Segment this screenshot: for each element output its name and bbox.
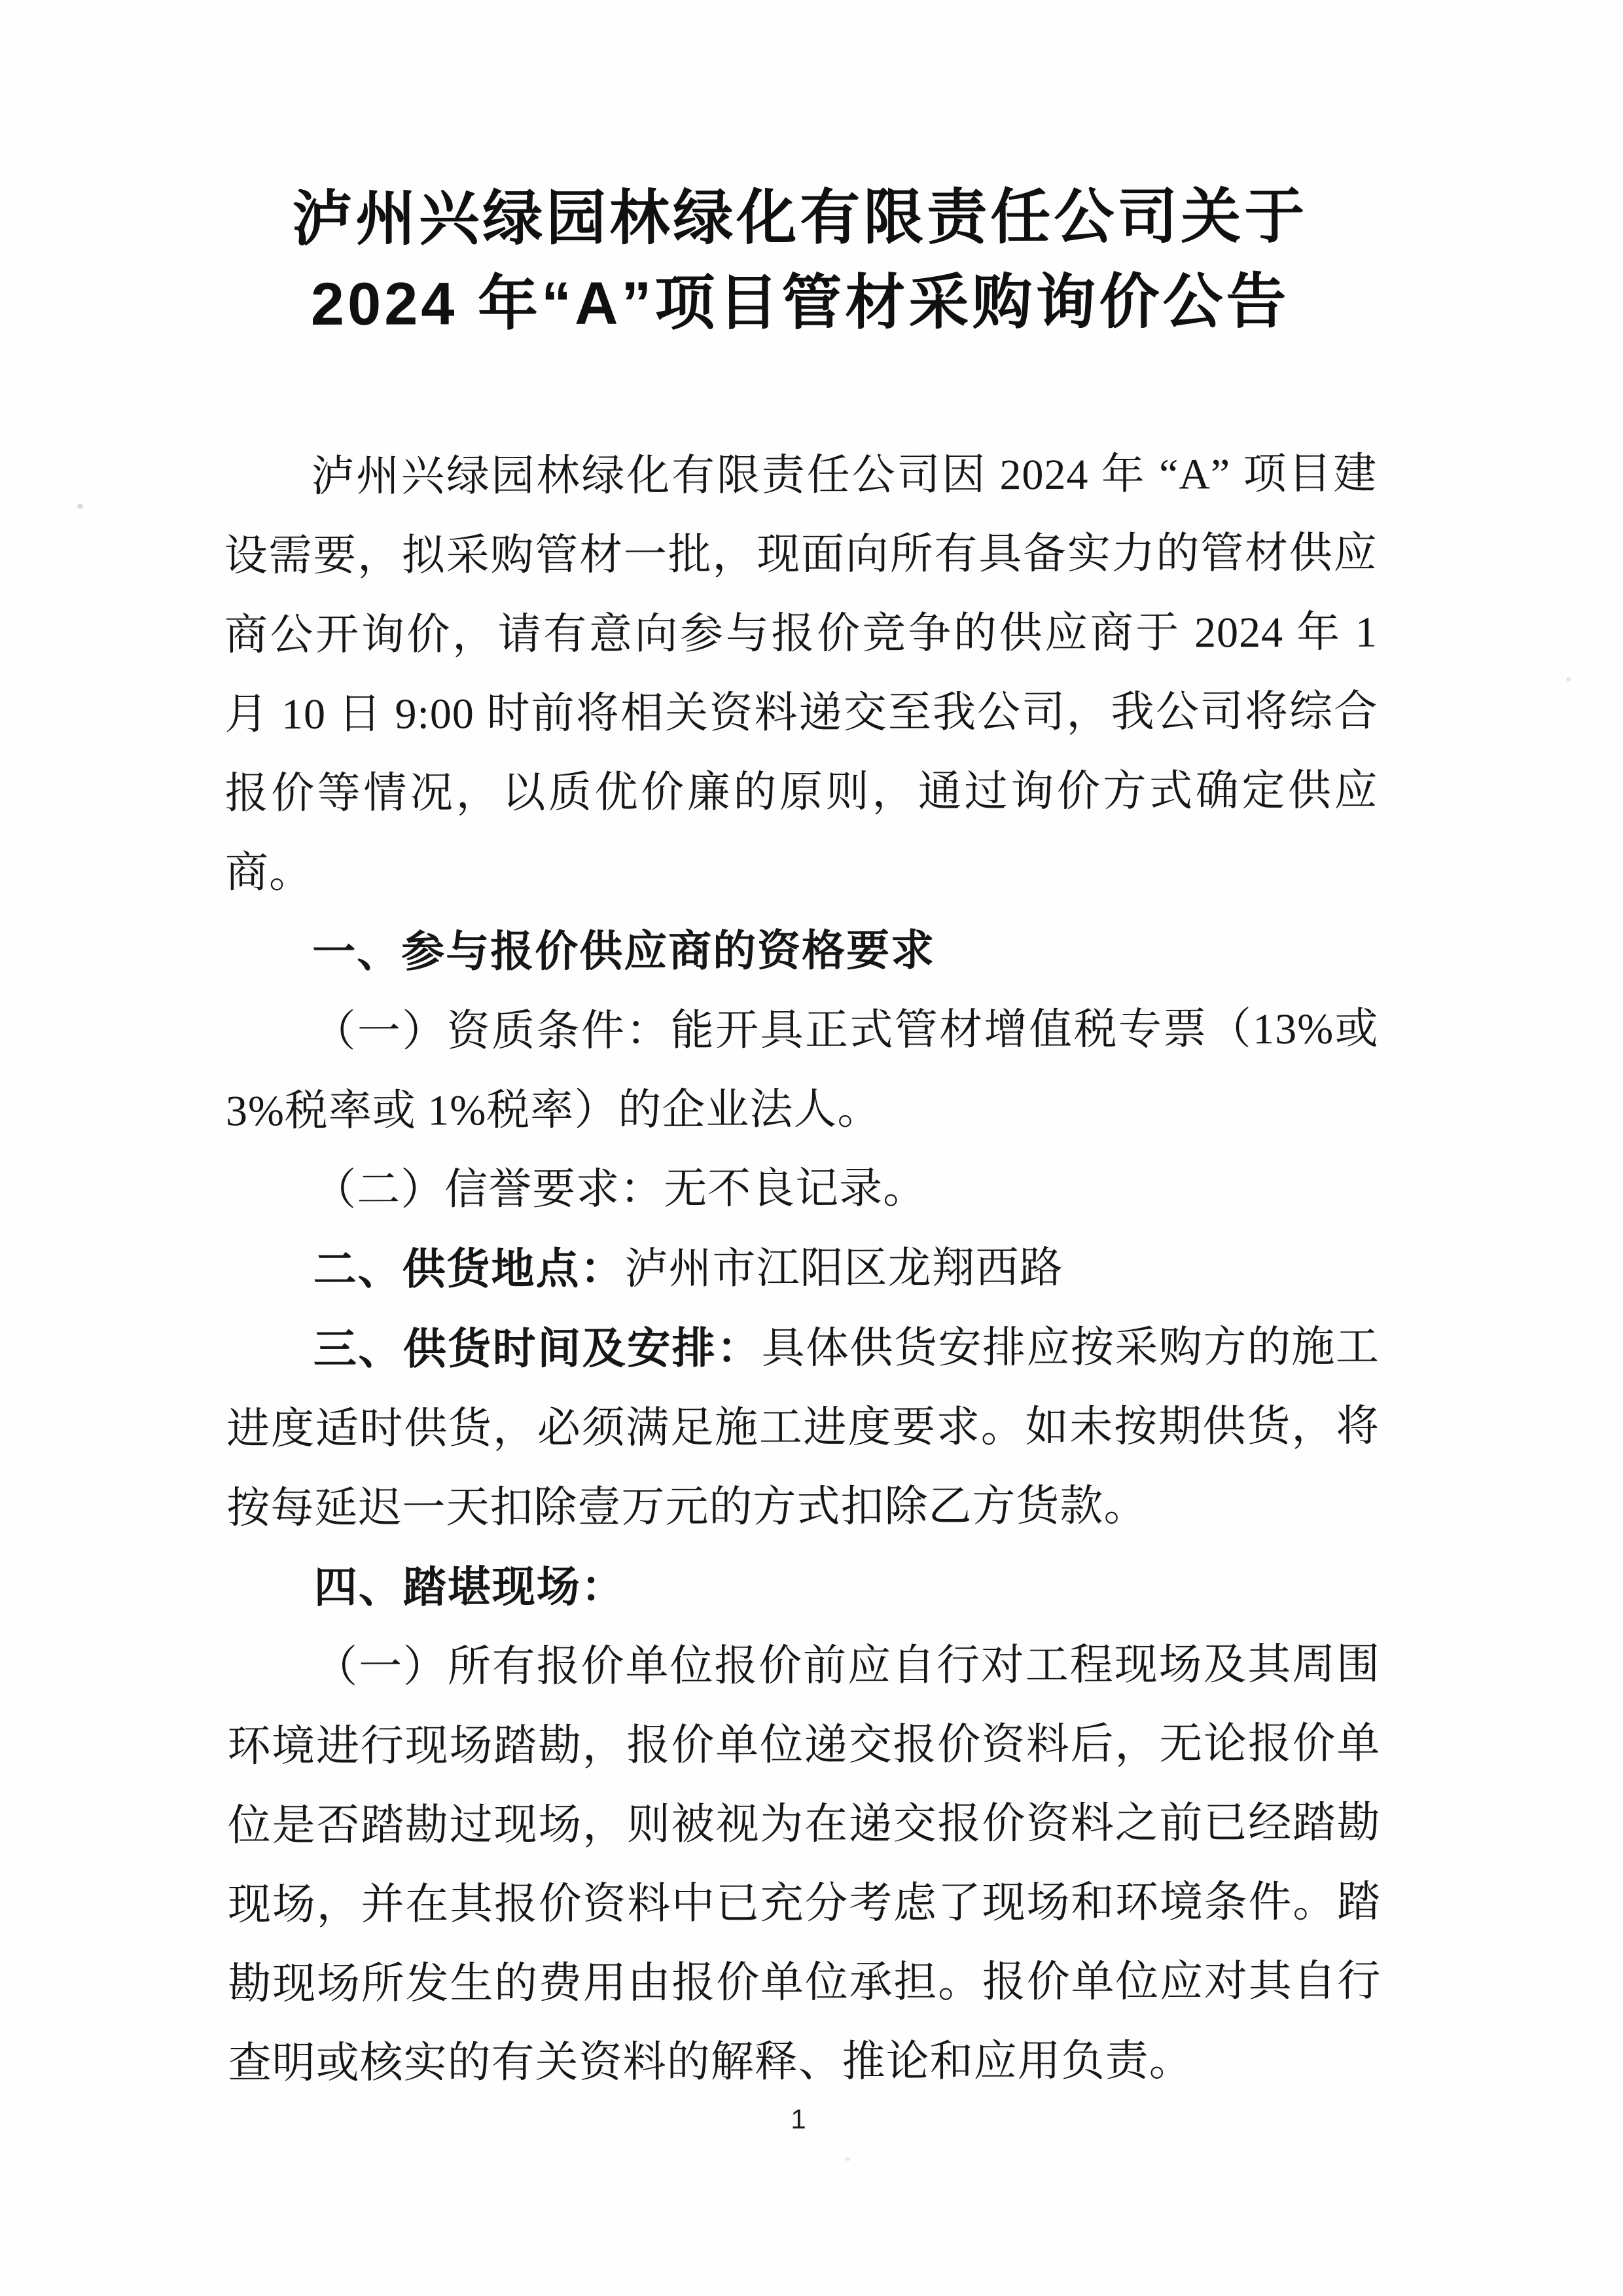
- bold-text-run: 二、供货地点：: [313, 1244, 625, 1293]
- paragraph-section-1-item-2: [226, 1148, 1379, 1230]
- title-line-1: 泸州兴绿园林绿化有限责任公司关于: [292, 183, 1308, 253]
- bold-text-run: 一、参与报价供应商的资格要求: [312, 925, 936, 976]
- scan-artifact: [846, 2157, 850, 2161]
- bold-text-run: 三、供货时间及安排：: [313, 1323, 762, 1373]
- paragraph-section-3: [226, 1307, 1380, 1549]
- paragraph-intro: [224, 435, 1378, 913]
- text-run: 泸州市江阳区龙翔西路: [624, 1244, 1063, 1293]
- bold-text-run: 四、踏堪现场：: [313, 1562, 626, 1611]
- scan-artifact: [77, 504, 83, 509]
- paragraph-section-2: [226, 1227, 1379, 1310]
- document-title: [223, 174, 1377, 348]
- document-content: [223, 174, 1382, 2104]
- title-line-2: 2024 年“A”项目管材采购询价公告: [310, 268, 1290, 338]
- page-number: 1: [791, 2104, 806, 2134]
- paragraph-section-1-item-1: [225, 990, 1379, 1151]
- text-run: （二）信誉要求：无不良记录。: [313, 1164, 927, 1214]
- paragraph-section-4-heading: [227, 1545, 1380, 1628]
- document-body: [224, 435, 1382, 2104]
- text-run: （一）资质条件：能开具正式管材增值税专票（13%或 3%税率或 1%税率）的企业法人。: [225, 1005, 1379, 1136]
- text-run: 泸州兴绿园林绿化有限责任公司因 2024 年 “A” 项目建设需要，拟采购管材一批，现面向所有具备实力的管材供应商公开询价，请有意向参与报价竞争的供应商于 2024 年 1 月 10 日 9:00 时前将相关资料递交至我公司，我公司将综合报价等情况，以质优价廉的原则，通过询价方式确定供应商。: [224, 450, 1378, 897]
- paragraph-section-1-heading: [225, 910, 1378, 993]
- scan-artifact: [1566, 677, 1571, 681]
- paragraph-section-4-item-1: [227, 1625, 1382, 2104]
- text-run: （一）所有报价单位报价前应自行对工程现场及其周围环境进行现场踏勘，报价单位递交报价资料后，无论报价单位是否踏勘过现场，则被视为在递交报价资料之前已经踏勘现场，并在其报价资料中已充分考虑了现场和环境条件。踏勘现场所发生的费用由报价单位承担。报价单位应对其自行查明或核实的有关资料的解释、推论和应用负责。: [227, 1640, 1382, 2088]
- text-run: 具体供货安排应按采购方的施工进度适时供货，必须满足施工进度要求。如未按期供货，将按每延迟一天扣除壹万元的方式扣除乙方货款。: [226, 1323, 1380, 1533]
